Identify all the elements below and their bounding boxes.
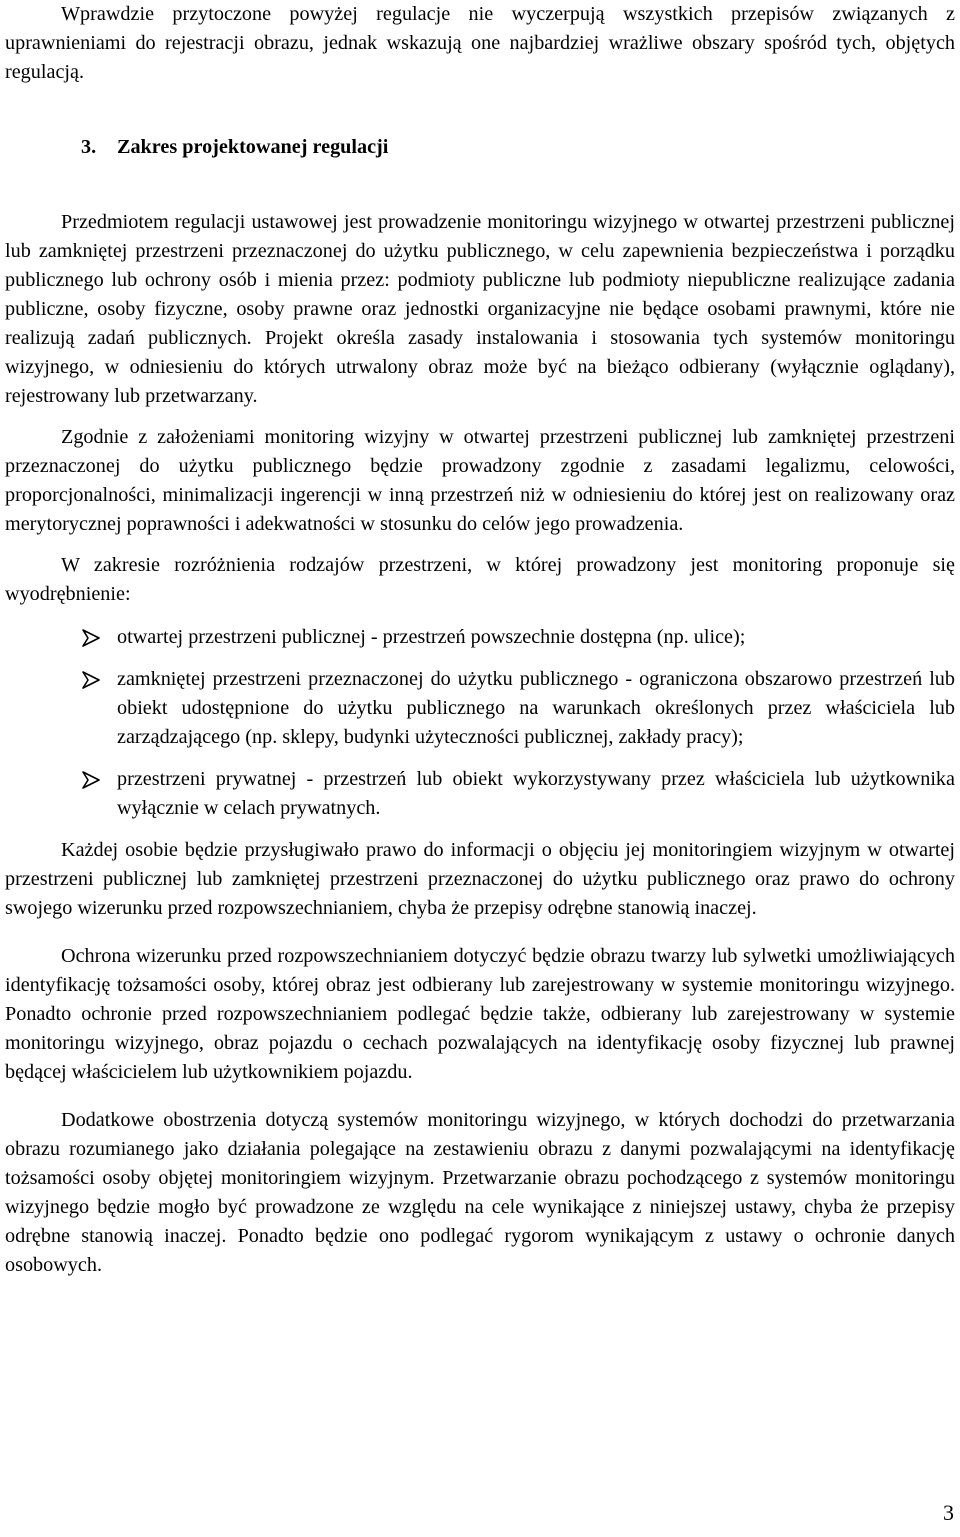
section-number: 3. (81, 136, 97, 158)
intro-paragraph: Wprawdzie przytoczone powyżej regulacje nie wyczerpują wszystkich przepisów związanych z uprawnieniami do rejestracji obrazu, jednak wskazują one najbardziej wrażliwe obszary spośród tych, objętych regulacją. (5, 3, 955, 83)
list-item-text: zamkniętej przestrzeni przeznaczonej do użytku publicznego - ograniczona obszarowo przestrzeń lub obiekt udostępnione do użytku publicznego na warunkach określonych przez właściciela lub zarządzającego (np. sklepy, budynki użyteczności publicznej, zakłady pracy); (117, 668, 955, 748)
list-item (5, 665, 955, 752)
paragraph-principles: Zgodnie z założeniami monitoring wizyjny w otwartej przestrzeni publicznej lub zamkniętej przestrzeni przeznaczonej do użytku publicznego będzie prowadzony zgodnie z zasadami legalizmu, celowości, proporcjonalności, minimalizacji ingerencji w inną przestrzeń niż w odniesieniu do której jest on realizowany oraz merytorycznej poprawności i adekwatności w stosunku do celów jego prowadzenia. (5, 426, 955, 535)
page-number: 3 (943, 1500, 954, 1525)
paragraph-right-to-information: Każdej osobie będzie przysługiwało prawo do informacji o objęciu jej monitoringiem wizyjnym w otwartej przestrzeni publicznej lub zamkniętej przestrzeni przeznaczonej do użytku publicznego oraz prawo do ochrony swojego wizerunku przed rozpowszechnianiem, chyba że przepisy odrębne stanowią inaczej. (5, 839, 955, 919)
list-item-text: przestrzeni prywatnej - przestrzeń lub obiekt wykorzystywany przez właściciela lub użytkownika wyłącznie w celach prywatnych. (117, 768, 955, 819)
document-page (5, 0, 955, 1280)
section-heading (5, 133, 955, 162)
arrowhead-bullet-icon (81, 629, 101, 647)
arrowhead-bullet-icon (81, 671, 101, 689)
section-title: Zakres projektowanej regulacji (117, 136, 389, 158)
paragraph-image-protection: Ochrona wizerunku przed rozpowszechnianiem dotyczyć będzie obrazu twarzy lub sylwetki umożliwiających identyfikację tożsamości osoby, której obraz jest odbierany lub zarejestrowany w systemie monitoringu wizyjnego. Ponadto ochronie przed rozpowszechnianiem podlegać będzie także, odbierany lub zarejestrowany w systemie monitoringu wizyjnego, obraz pojazdu o cechach pozwalających na identyfikację osoby fizycznej lub prawnej będącej właścicielem lub użytkownikiem pojazdu. (5, 945, 955, 1083)
list-item (5, 623, 955, 652)
space-types-list (5, 623, 955, 823)
list-item (5, 765, 955, 823)
paragraph-subject-of-regulation: Przedmiotem regulacji ustawowej jest prowadzenie monitoringu wizyjnego w otwartej przestrzeni publicznej lub zamkniętej przestrzeni przeznaczonej do użytku publicznego, w celu zapewnienia bezpieczeństwa i porządku publicznego lub ochrony osób i mienia przez: podmioty publiczne lub podmioty niepubliczne realizujące zadania publiczne, osoby fizyczne, osoby prawne oraz jednostki organizacyjne nie będące osobami prawnymi, które nie realizują zadań publicznych. Projekt określa zasady instalowania i stosowania tych systemów monitoringu wizyjnego, w odniesieniu do których utrwalony obraz może być na bieżąco odbierany (wyłącznie oglądany), rejestrowany lub przetwarzany. (5, 211, 955, 407)
arrowhead-bullet-icon (81, 771, 101, 789)
paragraph-space-types-intro: W zakresie rozróżnienia rodzajów przestrzeni, w której prowadzony jest monitoring proponuje się wyodrębnienie: (5, 554, 955, 605)
paragraph-additional-restrictions: Dodatkowe obostrzenia dotyczą systemów monitoringu wizyjnego, w których dochodzi do przetwarzania obrazu rozumianego jako działania polegające na zestawieniu obrazu z danymi pozwalającymi na identyfikację tożsamości osoby objętej monitoringiem wizyjnym. Przetwarzanie obrazu pochodzącego z systemów monitoringu wizyjnego będzie mogło być prowadzone ze względu na cele wynikające z niniejszej ustawy, chyba że przepisy odrębne stanowią inaczej. Ponadto będzie ono podlegać rygorom wynikającym z ustawy o ochronie danych osobowych. (5, 1109, 955, 1276)
list-item-text: otwartej przestrzeni publicznej - przestrzeń powszechnie dostępna (np. ulice); (117, 626, 746, 648)
